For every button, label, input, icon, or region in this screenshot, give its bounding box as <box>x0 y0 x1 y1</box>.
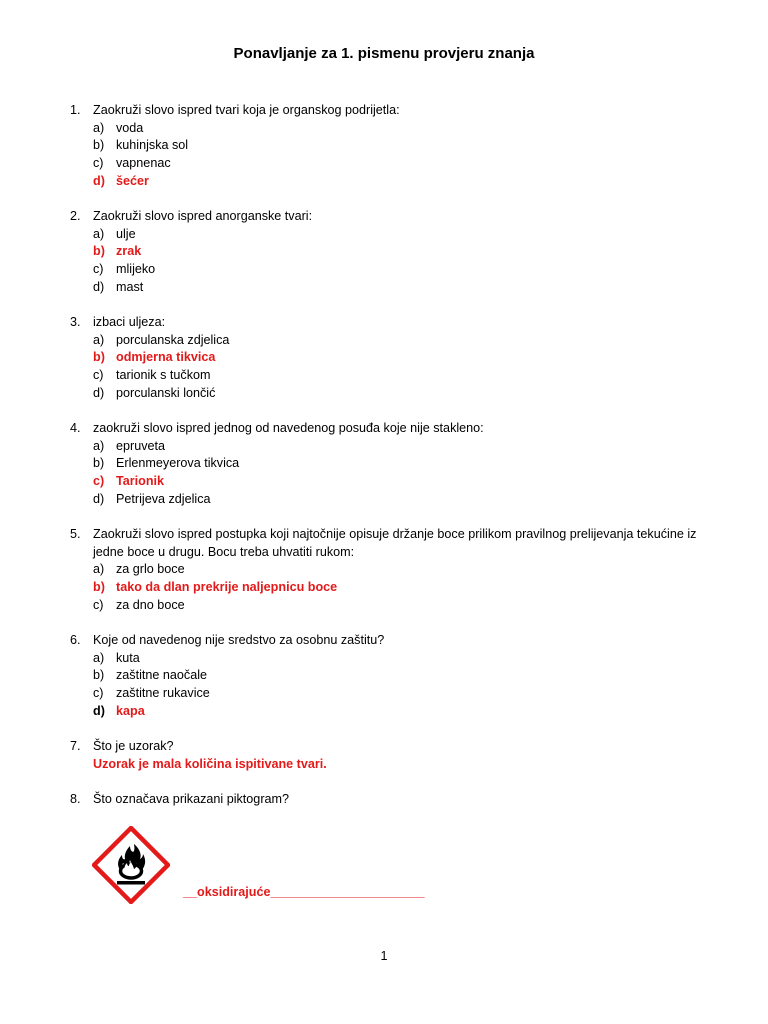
option-a <box>70 561 730 579</box>
option-text: tako da dlan prekrije naljepnicu boce <box>116 580 338 595</box>
option-text: šećer <box>116 173 149 188</box>
option-text: voda <box>116 120 144 135</box>
option-letter: d) <box>93 279 105 294</box>
option-b <box>70 137 730 155</box>
option-text: porculanski lončić <box>116 385 216 400</box>
option-letter: a) <box>93 332 105 347</box>
question-7 <box>70 738 730 773</box>
option-text: za dno boce <box>116 597 185 612</box>
question-number: 2. <box>70 209 81 223</box>
option-letter: c) <box>93 686 104 701</box>
option-a <box>70 650 730 668</box>
option-d-correct <box>70 173 730 191</box>
option-text: zaštitne naočale <box>116 668 208 683</box>
option-a <box>70 226 730 244</box>
question-5 <box>70 526 730 615</box>
question-2 <box>70 208 730 297</box>
option-letter: b) <box>93 244 105 259</box>
page-number: 1 <box>380 949 388 963</box>
option-letter: d) <box>93 491 105 506</box>
option-letter: b) <box>93 580 105 595</box>
option-letter: c) <box>93 156 104 171</box>
option-letter: b) <box>93 456 105 471</box>
option-letter: a) <box>93 438 105 453</box>
option-a <box>70 120 730 138</box>
option-c <box>70 261 730 279</box>
question-text: Zaokruži slovo ispred postupka koji najtočnije opisuje držanje boce prilikom pravilnog prelijevanja tekućine iz jedne boce u drugu. Bocu treba uhvatiti rukom: <box>93 527 697 559</box>
option-b-correct <box>70 579 730 597</box>
option-letter: b) <box>93 350 105 365</box>
option-b <box>70 667 730 685</box>
option-b-correct <box>70 349 730 367</box>
question-3 <box>70 314 730 403</box>
question-text: Što označava prikazani piktogram? <box>93 792 290 806</box>
option-text: vapnenac <box>116 156 171 171</box>
question-4 <box>70 420 730 509</box>
option-b-correct <box>70 243 730 261</box>
option-text: odmjerna tikvica <box>116 350 216 365</box>
option-d-correct <box>70 703 730 721</box>
option-letter: d) <box>93 173 105 188</box>
option-text: mlijeko <box>116 262 156 277</box>
option-c <box>70 685 730 703</box>
question-number: 4. <box>70 421 81 435</box>
option-text: za grlo boce <box>116 562 185 577</box>
option-letter: b) <box>93 668 105 683</box>
option-text: zrak <box>116 244 142 259</box>
question-1 <box>70 102 730 191</box>
question-8 <box>70 791 730 809</box>
page-title: Ponavljanje za 1. pismenu provjeru znanja <box>233 45 535 62</box>
question-text: Zaokruži slovo ispred anorganske tvari: <box>93 209 313 223</box>
option-a <box>70 332 730 350</box>
question-number: 3. <box>70 315 81 329</box>
answer-text: Uzorak je mala količina ispitivane tvari. <box>93 756 327 771</box>
option-letter: a) <box>93 120 105 135</box>
option-letter: c) <box>93 368 104 383</box>
option-a <box>70 438 730 456</box>
question-number: 7. <box>70 739 81 753</box>
ghs-oxidizing-flame-over-circle-icon <box>92 826 170 904</box>
question-text: Zaokruži slovo ispred tvari koja je organskog podrijetla: <box>93 103 400 117</box>
question-number: 6. <box>70 633 81 647</box>
option-d <box>70 279 730 297</box>
option-c-correct <box>70 473 730 491</box>
question-text: izbaci uljeza: <box>93 315 166 329</box>
option-c <box>70 597 730 615</box>
option-text: epruveta <box>116 438 166 453</box>
question-text: Što je uzorak? <box>93 739 174 753</box>
option-text: tarionik s tučkom <box>116 368 211 383</box>
answer-blank: __oksidirajuće______________________ <box>183 885 425 899</box>
option-letter: d) <box>93 703 105 718</box>
option-letter: c) <box>93 262 104 277</box>
option-c <box>70 367 730 385</box>
option-text: Petrijeva zdjelica <box>116 491 211 506</box>
option-text: zaštitne rukavice <box>116 686 210 701</box>
question-text: zaokruži slovo ispred jednog od navedenog posuđa koje nije stakleno: <box>93 421 484 435</box>
question-text: Koje od navedenog nije sredstvo za osobnu zaštitu? <box>93 633 385 647</box>
option-b <box>70 455 730 473</box>
question-6 <box>70 632 730 721</box>
question-number: 8. <box>70 792 81 806</box>
option-letter: d) <box>93 385 105 400</box>
option-text: kapa <box>116 703 145 718</box>
option-text: kuta <box>116 650 140 665</box>
option-letter: c) <box>93 474 105 489</box>
option-d <box>70 385 730 403</box>
option-d <box>70 491 730 509</box>
option-text: porculanska zdjelica <box>116 332 230 347</box>
option-letter: b) <box>93 138 105 153</box>
option-text: Erlenmeyerova tikvica <box>116 456 240 471</box>
option-text: mast <box>116 279 144 294</box>
option-letter: a) <box>93 562 105 577</box>
question-number: 1. <box>70 103 81 117</box>
option-letter: a) <box>93 650 105 665</box>
option-text: Tarionik <box>116 474 165 489</box>
option-letter: a) <box>93 226 105 241</box>
option-text: kuhinjska sol <box>116 138 189 153</box>
question-number: 5. <box>70 527 81 541</box>
option-text: ulje <box>116 226 136 241</box>
option-c <box>70 155 730 173</box>
option-letter: c) <box>93 597 104 612</box>
